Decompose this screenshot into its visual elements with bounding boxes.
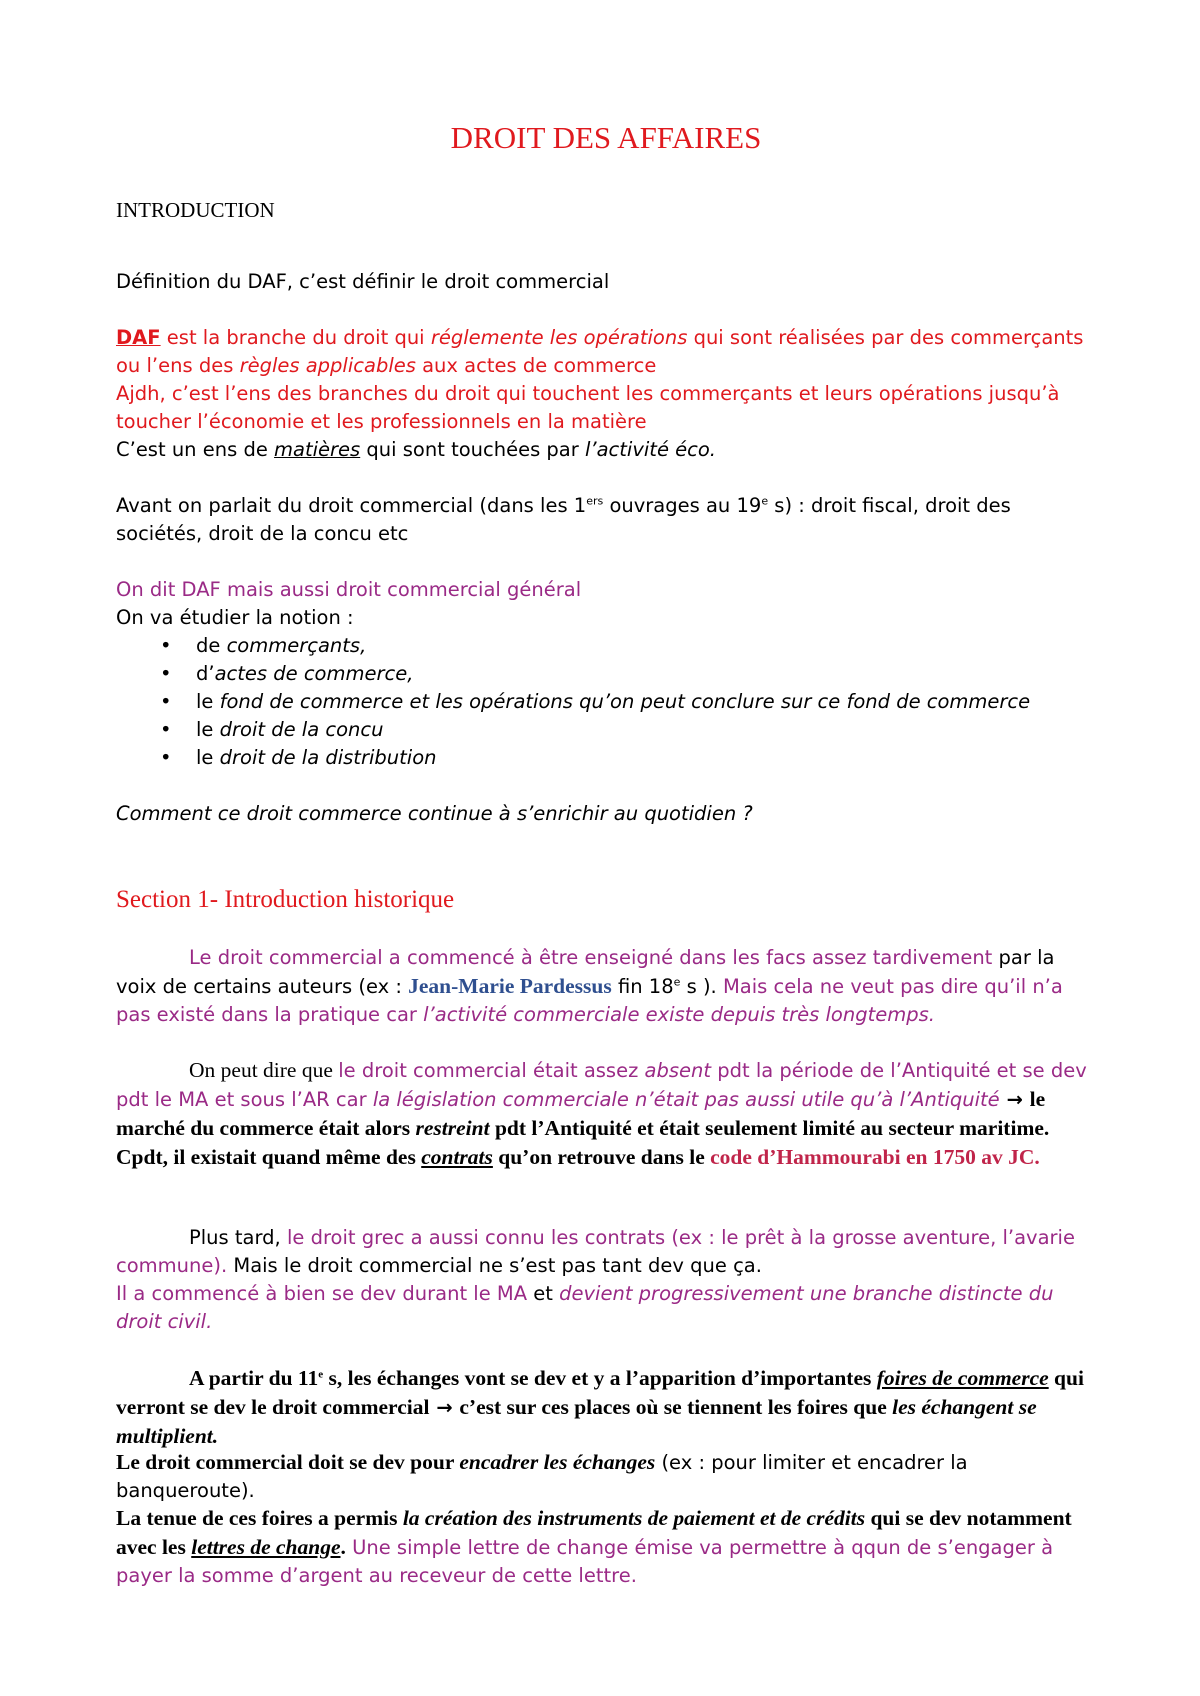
- section-paragraph-3: Plus tard, le droit grec a aussi connu les contrats (ex : le prêt à la grosse aventure, l’avarie commune). Mais le droit commercial ne s’est pas tant dev que ça.: [116, 1226, 1075, 1277]
- history-paragraph: Avant on parlait du droit commercial (dans les 1ers ouvrages au 19e s) : droit fiscal, droit des sociétés, droit de la concu etc: [116, 494, 1011, 545]
- list-item: • le droit de la distribution: [160, 746, 437, 769]
- section-paragraph-5: Le droit commercial doit se dev pour encadrer les échanges (ex : pour limiter et encadrer la banqueroute).: [116, 1450, 968, 1502]
- definition-line: Définition du DAF, c’est définir le droit commercial: [116, 270, 610, 293]
- list-item: • de commerçants,: [160, 634, 367, 657]
- daf-today: Ajdh, c’est l’ens des branches du droit qui touchent les commerçants et leurs opérations jusqu’à toucher l’économie et les professionnels en la matière: [116, 382, 1060, 433]
- document-title: DROIT DES AFFAIRES: [450, 120, 762, 155]
- section-paragraph-4: A partir du 11e s, les échanges vont se dev et y a l’apparition d’importantes foires de commerce qui verront se dev le droit commercial → c’est sur ces places où se tiennent les foires que les échangent se multiplient.: [116, 1366, 1084, 1448]
- daf-abbr: DAF: [116, 326, 161, 349]
- list-item: • le fond de commerce et les opérations qu’on peut conclure sur ce fond de commerce: [160, 690, 1031, 713]
- section-paragraph-6: La tenue de ces foires a permis la création des instruments de paiement et de crédits qui se dev notamment avec les lettres de change. Une simple lettre de change émise va permettre à qqun de s’engager à payer la somme d’argent au receveur de cette lettre.: [116, 1506, 1072, 1587]
- list-item: • le droit de la concu: [160, 718, 384, 741]
- daf-definition: DAF est la branche du droit qui réglemente les opérations qui sont réalisées par des commerçants ou l’ens des règles applicables aux actes de commerce Ajdh, c’est l’ens des branches du droit qui touchent les commerçants et leurs opérations jusqu’à toucher l’économie et les professionnels en la matière: [116, 326, 1084, 433]
- section-heading: Section 1- Introduction historique: [116, 886, 455, 913]
- section-paragraph-3b: Il a commencé à bien se dev durant le MA et devient progressivement une branche distincte du droit civil.: [116, 1282, 1054, 1333]
- study-intro: On va étudier la notion :: [116, 606, 354, 629]
- list-item: • d’actes de commerce,: [160, 662, 414, 685]
- daf-alias: On dit DAF mais aussi droit commercial général: [116, 578, 582, 601]
- activity-line: C’est un ens de matières qui sont touchées par l’activité éco.: [116, 438, 716, 461]
- author-name: Jean-Marie Pardessus: [408, 974, 612, 998]
- section-paragraph-1: Le droit commercial a commencé à être enseigné dans les facs assez tardivement par la voix de certains auteurs (ex : Jean-Marie Pardessus fin 18e s ). Mais cela ne veut pas dire qu’il n’a pas existé dans la pratique car l’activité commerciale existe depuis très longtemps.: [116, 946, 1063, 1026]
- section-paragraph-2: On peut dire que le droit commercial était assez absent pdt la période de l’Antiquité et se dev pdt le MA et sous l’AR car la législation commerciale n’était pas aussi utile qu’à l’Antiquité → le marché du commerce était alors restreint pdt l’Antiquité et était seulement limité au secteur maritime. Cpdt, il existait quand même des contrats qu’on retrouve dans le code d’Hammourabi en 1750 av JC.: [116, 1058, 1087, 1169]
- study-list: [116, 632, 1096, 772]
- intro-heading: INTRODUCTION: [116, 198, 275, 222]
- question-line: Comment ce droit commerce continue à s’enrichir au quotidien ?: [116, 802, 753, 825]
